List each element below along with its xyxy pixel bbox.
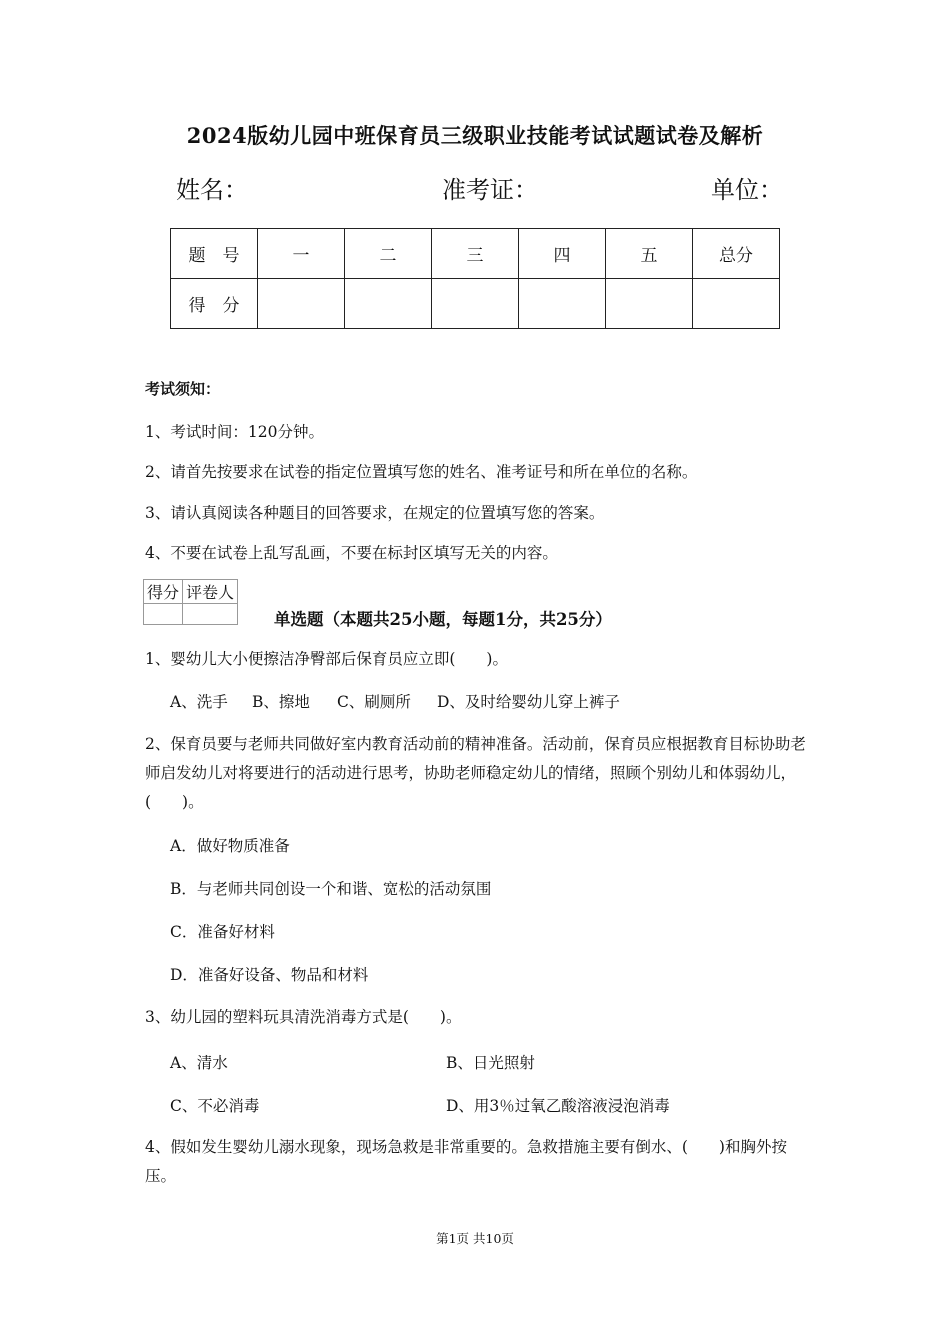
question-3-option-d[interactable]: D、用3％过氧乙酸溶液浸泡消毒	[446, 1097, 670, 1115]
question-2-option-d[interactable]: D．准备好设备、物品和材料	[170, 966, 369, 984]
notice-item: 3、请认真阅读各种题目的回答要求，在规定的位置填写您的答案。	[145, 504, 605, 522]
question-1-stem: 1、婴幼儿大小便擦洁净臀部后保育员应立即( )。	[145, 650, 508, 668]
unit-label: 单位：	[711, 176, 783, 204]
question-2-option-a[interactable]: A．做好物质准备	[170, 837, 290, 855]
grader-reviewer-cell[interactable]	[183, 604, 238, 625]
score-header-cell: 一	[258, 229, 345, 279]
question-3-option-b[interactable]: B、日光照射	[446, 1054, 535, 1072]
grader-box	[143, 579, 238, 625]
question-3-option-c[interactable]: C、不必消毒	[170, 1097, 260, 1115]
question-2-stem: 2、保育员要与老师共同做好室内教育活动前的精神准备。活动前，保育员应根据教育目标协助老师启发幼儿对将要进行的活动进行思考，协助老师稳定幼儿的情绪，照顾个别幼儿和体弱幼儿，( )。	[145, 735, 806, 811]
question-1-option-b[interactable]: B、擦地	[252, 693, 310, 711]
page-footer: 第1页 共10页	[436, 1231, 514, 1246]
exam-id-label: 准考证：	[442, 176, 538, 204]
name-label: 姓名：	[176, 176, 248, 204]
page-title: 2024版幼儿园中班保育员三级职业技能考试试题试卷及解析	[186, 123, 764, 148]
question-2-option-c[interactable]: C．准备好材料	[170, 923, 275, 941]
notice-heading: 考试须知：	[145, 380, 221, 398]
notice-item: 4、不要在试卷上乱写乱画，不要在标封区填写无关的内容。	[145, 544, 558, 562]
score-row-label: 得 分	[171, 279, 258, 329]
score-table-score-row	[171, 279, 780, 329]
question-3-option-a[interactable]: A、清水	[170, 1054, 228, 1072]
score-header-cell: 三	[432, 229, 519, 279]
score-input-cell[interactable]	[606, 279, 693, 329]
score-input-cell[interactable]	[258, 279, 345, 329]
score-input-cell[interactable]	[345, 279, 432, 329]
grader-reviewer-label: 评卷人	[183, 580, 238, 604]
grader-score-cell[interactable]	[144, 604, 183, 625]
grader-score-label: 得分	[144, 580, 183, 604]
question-1-option-a[interactable]: A、洗手	[170, 693, 228, 711]
question-1-option-c[interactable]: C、刷厕所	[337, 693, 411, 711]
score-header-cell: 五	[606, 229, 693, 279]
score-input-cell[interactable]	[432, 279, 519, 329]
score-input-cell[interactable]	[519, 279, 606, 329]
score-table	[170, 228, 780, 329]
question-1-option-d[interactable]: D、及时给婴幼儿穿上裤子	[437, 693, 620, 711]
score-table-header-row	[171, 229, 780, 279]
score-input-cell[interactable]	[693, 279, 780, 329]
section-title: 单选题（本题共25小题，每题1分，共25分）	[274, 610, 612, 629]
notice-item: 2、请首先按要求在试卷的指定位置填写您的姓名、准考证号和所在单位的名称。	[145, 463, 698, 481]
question-4-stem: 4、假如发生婴幼儿溺水现象，现场急救是非常重要的。急救措施主要有倒水、( )和胸外按压。	[145, 1138, 787, 1185]
score-header-cell: 题 号	[171, 229, 258, 279]
notice-item: 1、考试时间：120分钟。	[145, 423, 324, 441]
score-header-cell: 四	[519, 229, 606, 279]
score-header-cell: 二	[345, 229, 432, 279]
question-3-stem: 3、幼儿园的塑料玩具清洗消毒方式是( )。	[145, 1008, 462, 1026]
question-2-option-b[interactable]: B．与老师共同创设一个和谐、宽松的活动氛围	[170, 880, 492, 898]
score-header-cell: 总分	[693, 229, 780, 279]
